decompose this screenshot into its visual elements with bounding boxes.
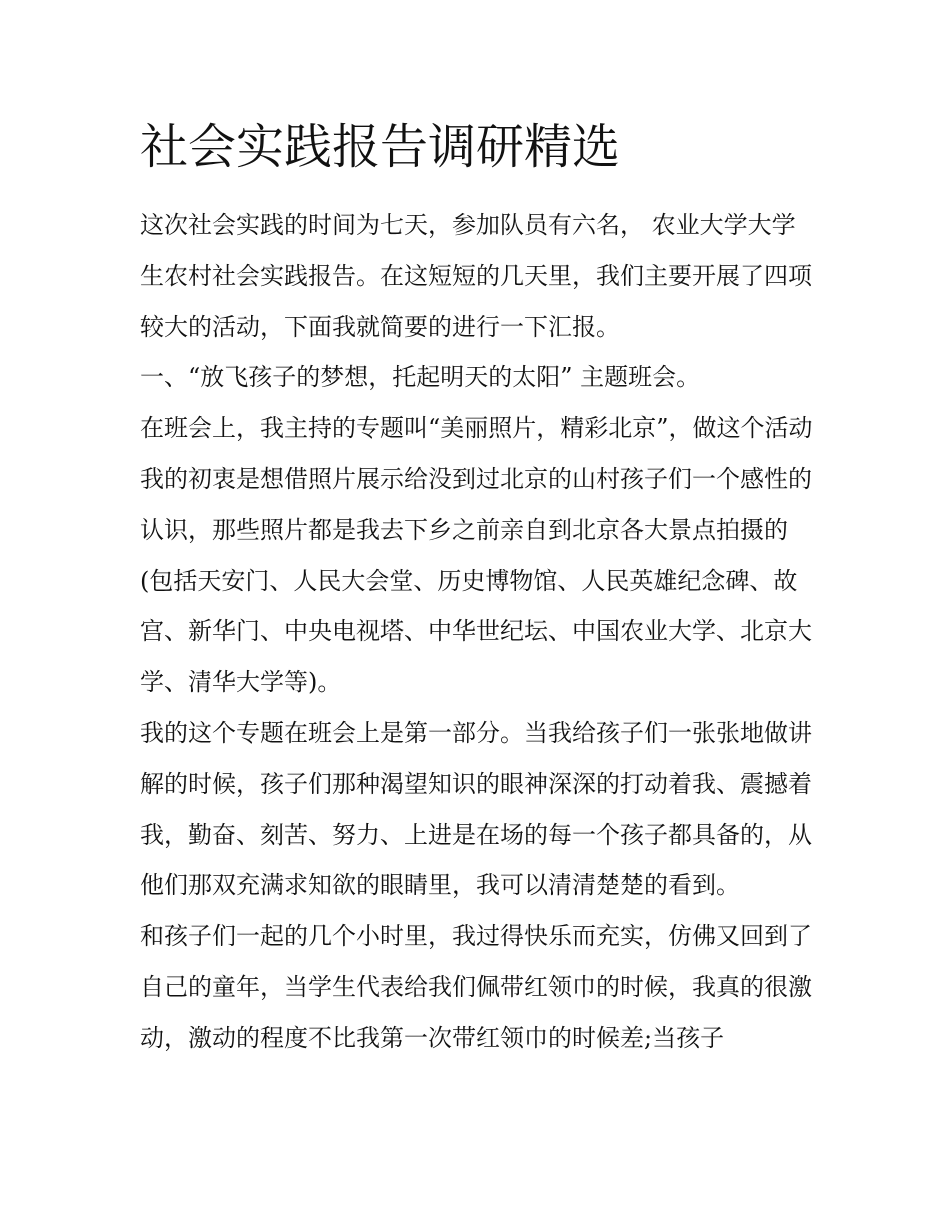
document-body — [140, 112, 818, 1064]
paragraph-childhood: 和孩子们一起的几个小时里，我过得快乐而充实，仿佛又回到了自己的童年，当学生代表给我们佩带红领巾的时候，我真的很激动，激动的程度不比我第一次带红领巾的时候差;当孩子 — [140, 922, 812, 1052]
paragraph-class-meeting: 在班会上，我主持的专题叫“美丽照片，精彩北京”，做这个活动我的初衷是想借照片展示给没到过北京的山村孩子们一个感性的认识，那些照片都是我去下乡之前亲自到北京各大景点拍摄的(包括天安门、人民大会堂、历史博物馆、人民英雄纪念碑、故宫、新华门、中央电视塔、中华世纪坛、中国农业大学、北京大学、清华大学等)。 — [140, 414, 813, 697]
paragraph-intro: 这次社会实践的时间为七天，参加队员有六名， 农业大学大学生农村社会实践报告。在这短短的几天里，我们主要开展了四项较大的活动，下面我就简要的进行一下汇报。 — [140, 211, 812, 341]
paragraph-section-heading: 一、“放飞孩子的梦想，托起明天的太阳” 主题班会。 — [140, 363, 701, 392]
document-title: 社会实践报告调研精选 — [140, 119, 621, 175]
paragraph-explanation: 我的这个专题在班会上是第一部分。当我给孩子们一张张地做讲解的时候，孩子们那种渴望知识的眼神深深的打动着我、震撼着我，勤奋、刻苦、努力、上进是在场的每一个孩子都具备的，从他们那双充满求知欲的眼睛里，我可以清清楚楚的看到。 — [140, 718, 812, 900]
